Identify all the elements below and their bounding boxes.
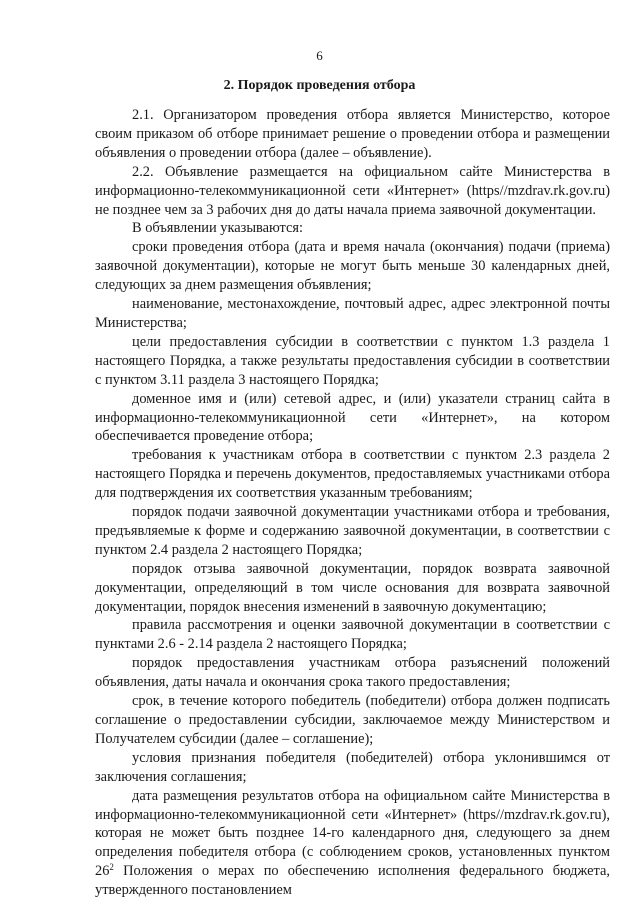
list-item-deadlines: сроки проведения отбора (дата и время начала (окончания) подачи (приема) заявочной документации), которые не могут быть меньше 30 календарных дней, следующих за днем размещения объявления;: [95, 239, 610, 294]
list-item-withdrawal-procedure: порядок отзыва заявочной документации, порядок возврата заявочной документации, определяющий в том числе основания для возврата заявочной документации, порядок внесения изменений в заявочную документацию;: [95, 560, 610, 615]
list-item-participant-requirements: требования к участникам отбора в соответствии с пунктом 2.3 раздела 2 настоящего Порядка и перечень документов, предоставляемых участниками отбора для подтверждения их соответствия указанным требованиям;: [95, 447, 610, 502]
list-item-domain-name: доменное имя и (или) сетевой адрес, и (или) указатели страниц сайта в информационно-телекоммуникационной сети «Интернет», на котором обеспечивается проведение отбора;: [95, 390, 610, 445]
document-body: [95, 106, 610, 900]
paragraph-2-1: 2.1. Организатором проведения отбора является Министерство, которое своим приказом об отборе принимает решение о проведении отбора и размещении объявления о проведении отбора (далее – объявление).: [95, 107, 610, 161]
list-item-ministry-contacts: наименование, местонахождение, почтовый адрес, адрес электронной почты Министерства;: [95, 296, 610, 331]
results-text-end: Положения о мерах по обеспечению исполнения федерального бюджета, утвержденного постановлением: [95, 863, 610, 899]
list-item-subsidy-goals: цели предоставления субсидии в соответствии с пунктом 1.3 раздела 1 настоящего Порядка, а также результаты предоставления субсидии в соответствии с пунктом 3.11 раздела 3 настоящего Порядка;: [95, 333, 610, 388]
paragraph-announcement-intro: В объявлении указываются:: [132, 220, 304, 237]
list-item-agreement-deadline: срок, в течение которого победитель (победители) отбора должен подписать соглашение о предоставлении субсидии, заключаемое между Министерством и Получателем субсидии (далее – соглашение);: [95, 693, 610, 747]
section-title: 2. Порядок проведения отбора: [223, 78, 416, 93]
list-item-clarifications: порядок предоставления участникам отбора разъяснений положений объявления, даты начала и окончания срока такого предоставления;: [95, 655, 610, 691]
list-item-evaluation-rules: правила рассмотрения и оценки заявочной документации в соответствии с пунктами 2.6 - 2.14 раздела 2 настоящего Порядка;: [95, 617, 610, 653]
page-number: 6: [316, 48, 323, 63]
list-item-results-publication: [95, 787, 610, 900]
results-text-start: дата размещения результатов отбора на официальном сайте Министерства в информационно-телекоммуникационной сети «Интернет» (https//mzdrav.rk.gov.ru), которая не может быть позднее 14-го календарного дня, следующего за днем определения победителя отбора (с соблюдением сроков, установленных пунктом 26: [95, 787, 610, 880]
list-item-evasion-conditions: условия признания победителя (победителей) отбора уклонившимся от заключения соглашения;: [95, 749, 610, 785]
list-item-submission-procedure: порядок подачи заявочной документации участниками отбора и требования, предъявляемые к форме и содержанию заявочной документации, в соответствии с пунктом 2.4 раздела 2 настоящего Порядка;: [95, 504, 610, 558]
paragraph-2-2: 2.2. Объявление размещается на официальном сайте Министерства в информационно-телекоммуникационной сети «Интернет» (https//mzdrav.rk.gov.ru) не позднее чем за 3 рабочих дня до даты начала приема заявочной документации.: [95, 163, 610, 218]
superscript-2: 2: [109, 862, 114, 873]
